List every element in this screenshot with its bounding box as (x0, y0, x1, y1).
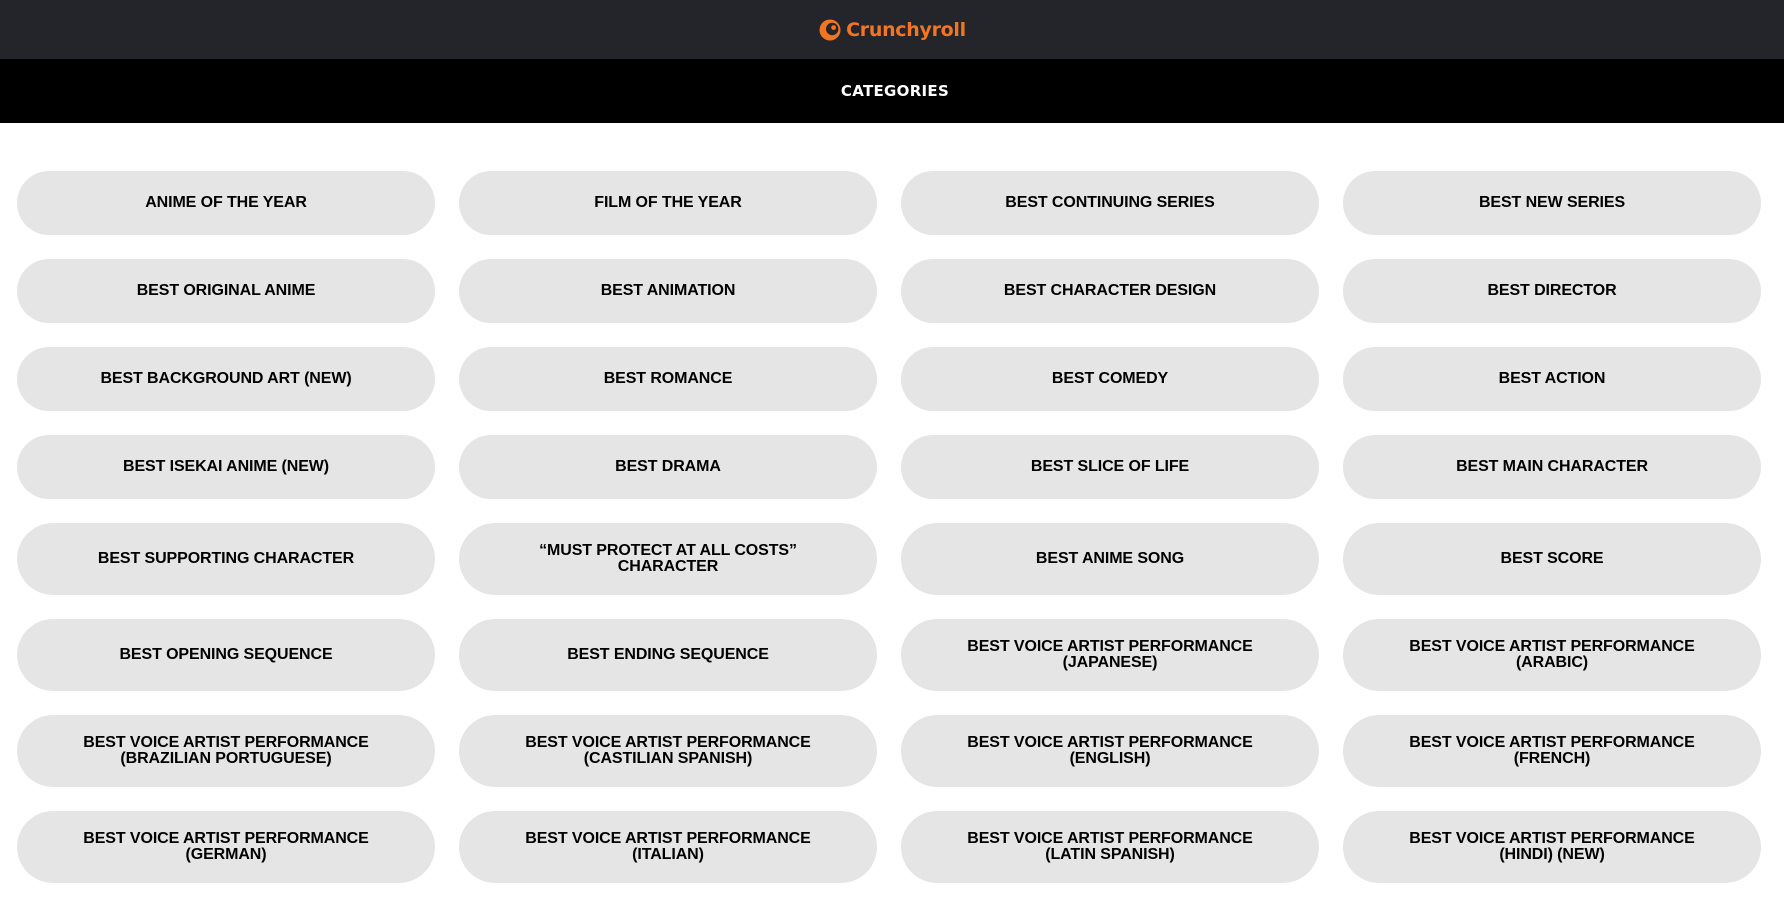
category-grid (17, 171, 1760, 883)
category-voice-artist-japanese[interactable] (901, 619, 1319, 691)
category-best-supporting-character[interactable] (17, 523, 435, 595)
category-label: BEST MAIN CHARACTER (1456, 458, 1648, 475)
category-best-background-art[interactable] (17, 347, 435, 411)
category-best-opening-sequence[interactable] (17, 619, 435, 691)
category-best-new-series[interactable] (1343, 171, 1761, 235)
category-voice-artist-latin-spanish[interactable] (901, 811, 1319, 883)
category-label: BEST VOICE ARTIST PERFORMANCE (JAPANESE) (967, 638, 1253, 671)
category-film-of-the-year[interactable] (459, 171, 877, 235)
category-label: BEST VOICE ARTIST PERFORMANCE (ITALIAN) (525, 830, 811, 863)
category-label: BEST ORIGINAL ANIME (136, 282, 316, 299)
category-label: BEST CONTINUING SERIES (1005, 194, 1215, 211)
category-label: “MUST PROTECT AT ALL COSTS” CHARACTER (539, 542, 797, 575)
category-best-director[interactable] (1343, 259, 1761, 323)
category-best-action[interactable] (1343, 347, 1761, 411)
category-label: BEST VOICE ARTIST PERFORMANCE (LATIN SPANISH) (967, 830, 1253, 863)
category-label: BEST DRAMA (615, 458, 721, 475)
category-voice-artist-italian[interactable] (459, 811, 877, 883)
nav-categories-link[interactable]: CATEGORIES (840, 82, 950, 100)
category-best-anime-song[interactable] (901, 523, 1319, 595)
category-label: BEST SUPPORTING CHARACTER (97, 550, 355, 567)
category-label: BEST ENDING SEQUENCE (567, 646, 769, 663)
category-label: BEST VOICE ARTIST PERFORMANCE (ARABIC) (1409, 638, 1695, 671)
category-label: BEST COMEDY (1051, 370, 1169, 387)
category-label: BEST VOICE ARTIST PERFORMANCE (GERMAN) (83, 830, 369, 863)
category-best-slice-of-life[interactable] (901, 435, 1319, 499)
category-label: BEST SCORE (1500, 550, 1604, 567)
category-best-ending-sequence[interactable] (459, 619, 877, 691)
crunchyroll-logo-icon (818, 18, 842, 42)
category-label: BEST BACKGROUND ART (NEW) (100, 370, 352, 387)
category-voice-artist-english[interactable] (901, 715, 1319, 787)
category-label: BEST ANIMATION (600, 282, 736, 299)
category-voice-artist-arabic[interactable] (1343, 619, 1761, 691)
nav-bar (0, 59, 1784, 123)
category-best-original-anime[interactable] (17, 259, 435, 323)
crunchyroll-logo[interactable] (818, 18, 966, 42)
category-label: BEST SLICE OF LIFE (1030, 458, 1190, 475)
category-best-animation[interactable] (459, 259, 877, 323)
category-anime-of-the-year[interactable] (17, 171, 435, 235)
top-header (0, 0, 1784, 59)
category-label: BEST VOICE ARTIST PERFORMANCE (FRENCH) (1409, 734, 1695, 767)
category-label: BEST VOICE ARTIST PERFORMANCE (BRAZILIAN PORTUGUESE) (83, 734, 369, 767)
category-voice-artist-castilian-spanish[interactable] (459, 715, 877, 787)
category-voice-artist-german[interactable] (17, 811, 435, 883)
category-best-romance[interactable] (459, 347, 877, 411)
category-label: BEST OPENING SEQUENCE (119, 646, 333, 663)
category-voice-artist-hindi[interactable] (1343, 811, 1761, 883)
category-label: BEST NEW SERIES (1478, 194, 1626, 211)
category-label: BEST ISEKAI ANIME (NEW) (123, 458, 329, 475)
category-best-drama[interactable] (459, 435, 877, 499)
category-best-score[interactable] (1343, 523, 1761, 595)
category-label: BEST VOICE ARTIST PERFORMANCE (ENGLISH) (967, 734, 1253, 767)
category-best-character-design[interactable] (901, 259, 1319, 323)
category-label: BEST DIRECTOR (1487, 282, 1617, 299)
category-label: FILM OF THE YEAR (594, 194, 742, 211)
category-label: BEST VOICE ARTIST PERFORMANCE (HINDI) (NEW) (1409, 830, 1695, 863)
category-voice-artist-french[interactable] (1343, 715, 1761, 787)
category-must-protect-character[interactable] (459, 523, 877, 595)
category-label: BEST CHARACTER DESIGN (1003, 282, 1217, 299)
category-label: BEST ROMANCE (603, 370, 733, 387)
category-best-isekai-anime[interactable] (17, 435, 435, 499)
category-best-continuing-series[interactable] (901, 171, 1319, 235)
category-best-main-character[interactable] (1343, 435, 1761, 499)
category-label: BEST ANIME SONG (1035, 550, 1185, 567)
category-label: BEST VOICE ARTIST PERFORMANCE (CASTILIAN SPANISH) (525, 734, 811, 767)
logo-text: Crunchyroll (846, 18, 966, 41)
category-label: BEST ACTION (1498, 370, 1606, 387)
category-voice-artist-brazilian-portuguese[interactable] (17, 715, 435, 787)
category-best-comedy[interactable] (901, 347, 1319, 411)
category-label: ANIME OF THE YEAR (145, 194, 307, 211)
